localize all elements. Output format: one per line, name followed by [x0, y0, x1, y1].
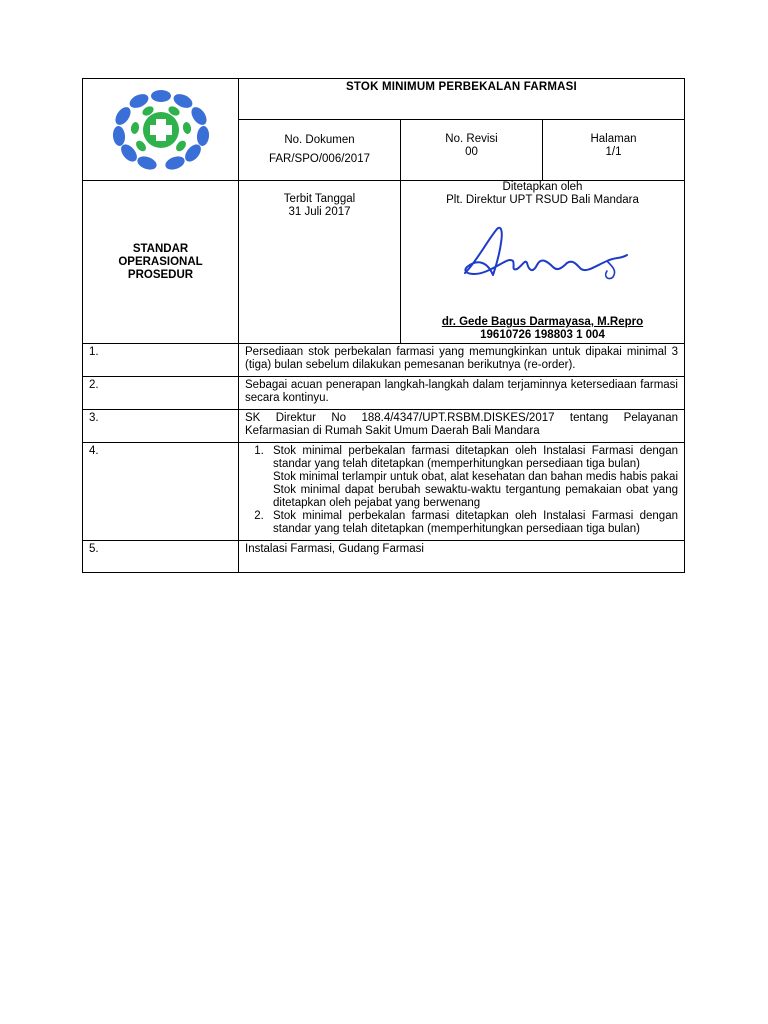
- sop-label-cell: [83, 181, 239, 344]
- sop-label-line3: PROSEDUR: [127, 268, 194, 281]
- row-text: SK Direktur No 188.4/4347/UPT.RSBM.DISKES/2017 tentang Pelayanan Kefarmasian di Rumah Sakit Umum Daerah Bali Mandara: [239, 410, 685, 443]
- row-number: 4.: [83, 443, 239, 541]
- logo-cell: [83, 79, 239, 181]
- sop-label-line1: STANDAR: [132, 242, 189, 255]
- issued-date-cell: [239, 181, 401, 344]
- page-value: 1/1: [605, 146, 622, 158]
- row-number: 2.: [83, 377, 239, 410]
- table-row: [83, 377, 685, 410]
- step-text: Stok minimal terlampir untuk obat, alat kesehatan dan bahan medis habis pakai Stok minimal dapat berubah sewaktu-waktu tergantung pemakaian obat yang ditetapkan oleh pejabat yang berwenang: [273, 471, 678, 509]
- table-row: [83, 410, 685, 443]
- approver-title: Plt. Direktur UPT RSUD Bali Mandara: [446, 194, 639, 206]
- table-row: [83, 541, 685, 573]
- row-number: 3.: [83, 410, 239, 443]
- document-number-cell: [239, 120, 401, 181]
- signer-name: dr. Gede Bagus Darmayasa, M.Repro: [441, 316, 644, 328]
- step-item: [267, 510, 678, 536]
- step-item: [267, 445, 678, 510]
- table-row: [83, 443, 685, 541]
- document-number-value: FAR/SPO/006/2017: [268, 153, 370, 165]
- signature-icon: [457, 221, 647, 285]
- signer-id: 19610726 198803 1 004: [480, 329, 605, 341]
- sop-label-line2: OPERASIONAL: [118, 255, 203, 268]
- row-text: Sebagai acuan penerapan langkah-langkah dalam terjaminnya ketersediaan farmasi secara kontinyu.: [239, 377, 685, 410]
- revision-label: No. Revisi: [445, 133, 498, 145]
- signer-block: [401, 316, 684, 342]
- sop-document-table: [82, 78, 685, 573]
- page-label: Halaman: [590, 133, 637, 145]
- approved-by-label: Ditetapkan oleh: [502, 181, 583, 193]
- row-steps: [239, 443, 685, 541]
- step-text: Stok minimal perbekalan farmasi ditetapkan oleh Instalasi Farmasi dengan standar yang telah ditetapkan (memperhitungkan persediaan tiga bulan): [273, 510, 678, 535]
- issued-date-label: Terbit Tanggal: [283, 193, 356, 205]
- issued-date-value: 31 Juli 2017: [288, 206, 351, 218]
- row-number: 1.: [83, 344, 239, 377]
- revision-value: 00: [465, 146, 478, 158]
- document-title: STOK MINIMUM PERBEKALAN FARMASI: [239, 79, 685, 120]
- approval-cell: [401, 181, 685, 344]
- document-number-label: No. Dokumen: [284, 134, 355, 146]
- step-text: Stok minimal perbekalan farmasi ditetapkan oleh Instalasi Farmasi dengan standar yang telah ditetapkan (memperhitungkan persediaan tiga bulan): [273, 445, 678, 470]
- hospital-logo-icon: [101, 86, 221, 170]
- steps-list: [245, 445, 678, 536]
- row-number: 5.: [83, 541, 239, 573]
- page-cell: [543, 120, 685, 181]
- revision-cell: [401, 120, 543, 181]
- row-text: Persediaan stok perbekalan farmasi yang memungkinkan untuk dipakai minimal 3 (tiga) bulan sebelum dilakukan pemesanan berikutnya (re-order).: [239, 344, 685, 377]
- table-row: [83, 344, 685, 377]
- row-text: Instalasi Farmasi, Gudang Farmasi: [239, 541, 685, 573]
